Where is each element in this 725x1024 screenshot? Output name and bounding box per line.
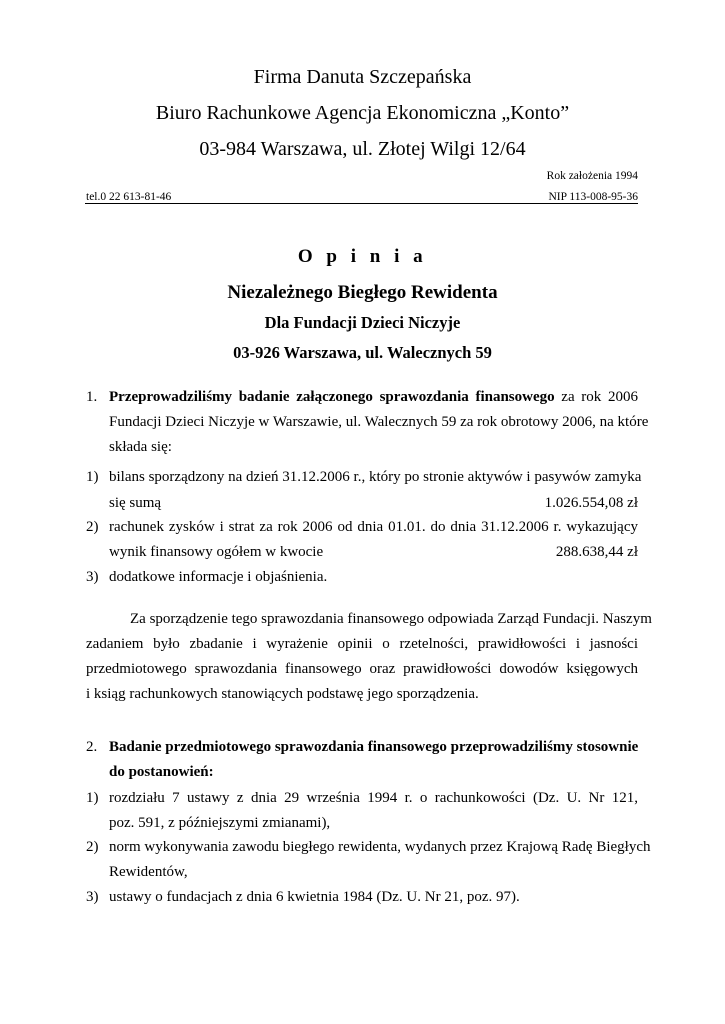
balance-sheet-label: się sumą [109, 495, 162, 511]
company-address: 03-984 Warszawa, ul. Złotej Wilgi 12/64 [199, 138, 526, 160]
responsibility-line-4: i ksiąg rachunkowych stanowiących podstawę jego sporządzenia. [86, 686, 479, 702]
balance-sheet-line-1: bilans sporządzony na dzień 31.12.2006 r., który po stronie aktywów i pasywów zamyka [109, 469, 642, 485]
responsibility-line-1: Za sporządzenie tego sprawozdania finansowego odpowiada Zarząd Fundacji. Naszym [130, 611, 652, 627]
list-item-number: 1) [86, 469, 99, 485]
accounting-act-line-1: rozdziału 7 ustawy z dnia 29 września 1994 r. o rachunkowości (Dz. U. Nr 121, [109, 790, 638, 806]
document-title: O p i n i a [297, 246, 428, 267]
section-2-bold-2: do postanowień: [109, 764, 214, 780]
income-statement-label: wynik finansowy ogółem w kwocie [109, 544, 324, 560]
list-item-number: 3) [86, 569, 99, 585]
list-item-number: 2) [86, 519, 99, 535]
section-2-number: 2. [86, 739, 98, 755]
company-name: Firma Danuta Szczepańska [253, 66, 472, 88]
income-statement-line-1: rachunek zysków i strat za rok 2006 od dnia 01.01. do dnia 31.12.2006 r. wykazujący [109, 519, 638, 535]
balance-sheet-total: 1.026.554,08 zł [544, 495, 638, 511]
nip-number: NIP 113-008-95-36 [548, 191, 638, 203]
list-item-number: 3) [86, 889, 99, 905]
phone-number: tel.0 22 613-81-46 [86, 191, 172, 203]
income-statement-result: 288.638,44 zł [555, 544, 638, 560]
recipient-name: Dla Fundacji Dzieci Niczyje [264, 313, 461, 332]
office-name: Biuro Rachunkowe Agencja Ekonomiczna „Konto” [155, 102, 570, 124]
section-1-line-3: składa się: [109, 439, 172, 455]
additional-info-line: dodatkowe informacje i objaśnienia. [109, 569, 328, 585]
section-2-line-1 [109, 739, 638, 756]
balance-sheet-line-2 [109, 495, 638, 512]
section-1-line-2: Fundacji Dzieci Niczyje w Warszawie, ul. Walecznych 59 za rok obrotowy 2006, na które [109, 414, 649, 430]
section-1-number: 1. [86, 389, 98, 405]
foundations-act-line: ustawy o fundacjach z dnia 6 kwietnia 1984 (Dz. U. Nr 21, poz. 97). [109, 889, 520, 905]
auditor-norms-line-2: Rewidentów, [109, 864, 188, 880]
recipient-address: 03-926 Warszawa, ul. Walecznych 59 [233, 343, 492, 362]
list-item-number: 1) [86, 790, 99, 806]
section-2-bold-1: Badanie przedmiotowego sprawozdania finansowego przeprowadziliśmy stosownie [109, 739, 639, 755]
accounting-act-line-2: poz. 591, z późniejszymi zmianami), [109, 815, 331, 831]
income-statement-line-2 [109, 544, 638, 561]
section-1-line-1 [109, 389, 638, 406]
list-item-number: 2) [86, 839, 99, 855]
header-divider [85, 203, 638, 204]
section-1-line-1-rest: za rok 2006 [554, 389, 638, 405]
document-subtitle: Niezależnego Biegłego Rewidenta [227, 282, 498, 303]
responsibility-line-2: zadaniem było zbadanie i wyrażenie opinii o rzetelności, prawidłowości i jasności [86, 636, 638, 652]
section-2-line-2 [109, 764, 638, 781]
founded-year: Rok założenia 1994 [546, 170, 638, 182]
responsibility-line-3: przedmiotowego sprawozdania finansowego oraz prawidłowości dowodów księgowych [86, 661, 638, 677]
section-1-bold: Przeprowadziliśmy badanie załączonego sprawozdania finansowego [109, 389, 555, 405]
auditor-norms-line-1: norm wykonywania zawodu biegłego rewidenta, wydanych przez Krajową Radę Biegłych [109, 839, 651, 855]
